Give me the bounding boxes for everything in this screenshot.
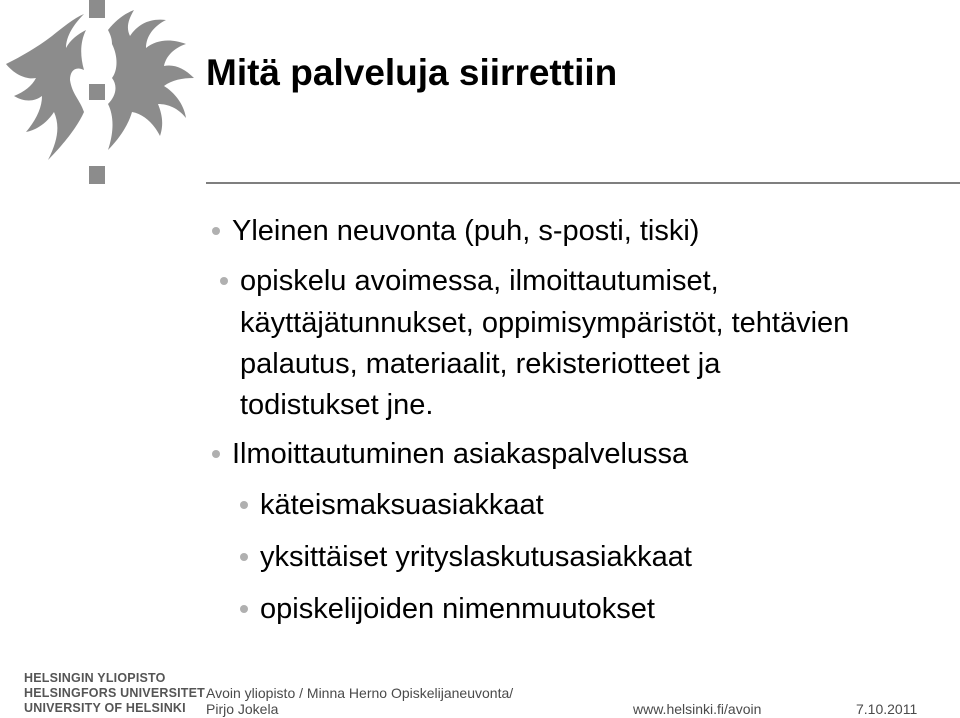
bullet-level1 <box>232 435 688 473</box>
bullet-dot-icon <box>240 553 248 561</box>
bullet-level1 <box>232 212 699 250</box>
bullet-dot-icon <box>220 277 228 285</box>
footer-url: www.helsinki.fi/avoin <box>633 701 762 717</box>
university-wordmark <box>24 671 205 716</box>
bullet-level2 <box>240 262 719 300</box>
bullet-dot-icon <box>212 227 220 235</box>
footer-date: 7.10.2011 <box>856 701 918 717</box>
bullet-level2 <box>260 538 692 576</box>
bullet-text-line: opiskelu avoimessa, ilmoittautumiset, <box>240 265 719 297</box>
bullet-text-line: käyttäjätunnukset, oppimisympäristöt, tehtävien <box>240 307 850 339</box>
bullet-text: yksittäiset yrityslaskutusasiakkaat <box>260 541 692 573</box>
bullet-dot-icon <box>212 450 220 458</box>
wordmark-line-en: UNIVERSITY OF HELSINKI <box>24 701 186 715</box>
bullet-dot-icon <box>240 605 248 613</box>
bullet-continuation <box>240 345 720 383</box>
bullet-continuation <box>240 304 849 342</box>
bullet-continuation <box>240 386 433 424</box>
bullet-level2 <box>260 590 655 628</box>
bullet-text: Yleinen neuvonta (puh, s-posti, tiski) <box>232 215 700 247</box>
bullet-dot-icon <box>240 501 248 509</box>
slide-title: Mitä palveluja siirrettiin <box>206 52 618 93</box>
bullet-text: käteismaksuasiakkaat <box>260 489 544 521</box>
bullet-text-line: palautus, materiaalit, rekisteriotteet ja <box>240 348 721 380</box>
bullet-level2 <box>260 486 544 524</box>
wordmark-line-sv: HELSINGFORS UNIVERSITET <box>24 686 206 700</box>
footer-author-line2: Pirjo Jokela <box>206 701 279 717</box>
bullet-text: Ilmoittautuminen asiakaspalvelussa <box>232 438 689 470</box>
wordmark-line-fi: HELSINGIN YLIOPISTO <box>24 671 166 685</box>
footer-author-line1: Avoin yliopisto / Minna Herno Opiskelijaneuvonta/ <box>206 685 514 701</box>
bullet-text: opiskelijoiden nimenmuutokset <box>260 593 655 625</box>
bullet-text-line: todistukset jne. <box>240 389 434 421</box>
